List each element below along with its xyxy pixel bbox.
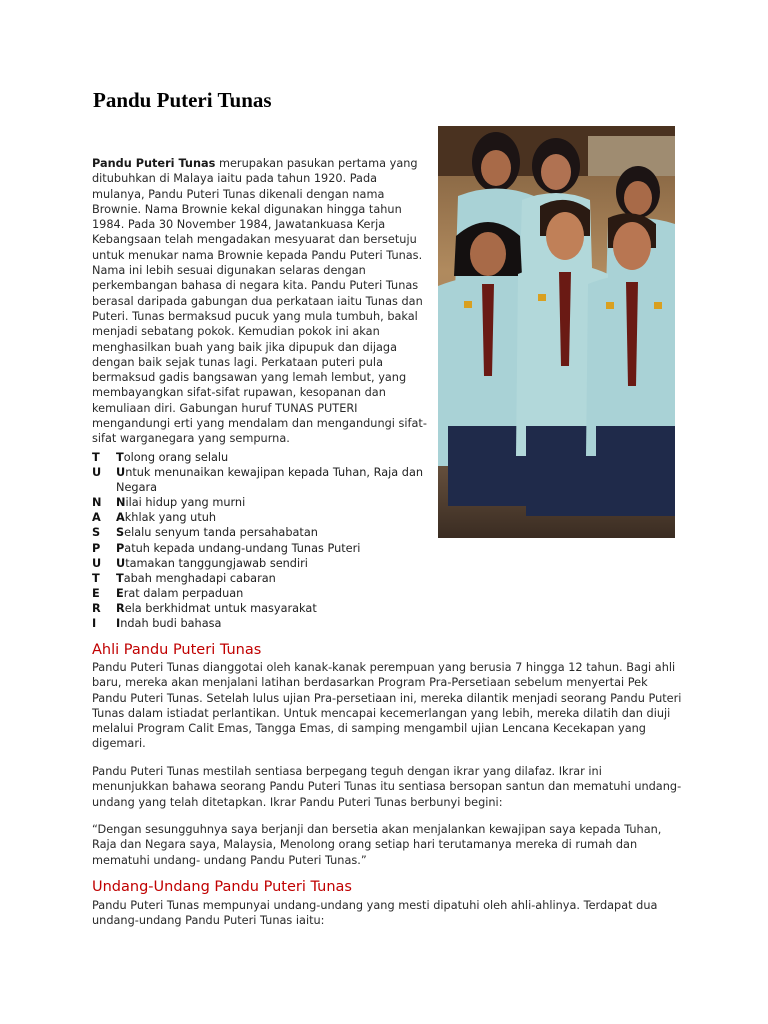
acrostic-text: olong orang selalu [123,451,229,464]
acrostic-item [92,510,437,525]
acrostic-letter: I [92,617,97,631]
acrostic-letter: U [92,466,102,480]
acrostic-letter: E [92,586,100,600]
acrostic-text: rat dalam perpaduan [123,586,244,600]
acrostic-letter: P [92,541,101,555]
group-photo [438,126,675,538]
section-heading-undang: Undang-Undang Pandu Puteri Tunas [92,879,352,895]
acrostic-first-letter: P [116,541,125,555]
acrostic-text: khlak yang utuh [124,511,217,525]
acrostic-letter: U [92,556,102,570]
ahli-paragraph-1: Pandu Puteri Tunas dianggotai oleh kanak-kanak perempuan yang berusia 7 hingga 12 tahun. Bagi ahli baru, mereka akan menjalani latihan berdasarkan Program Pra-Persetiaan sebelum menyertai Pek Pandu Puteri Tunas. Setelah lulus ujian Pra-persetiaan ini, mereka dilantik menjadi seorang Pandu Puteri Tunas dalam istiadat perlantikan. Untuk mencapai kecemerlangan yang lebih, mereka dilatih dan diuji melalui Program Calit Emas, Tangga Emas, di samping mengambil ujian Lencana Kecekapan yang digemari. [92,661,682,751]
acrostic-letter: N [92,496,102,510]
acrostic-text: abah menghadapi cabaran [123,571,276,585]
acrostic-text: tamakan tanggungjawab sendiri [125,556,308,570]
acrostic-text: ilai hidup yang murni [125,496,246,510]
acrostic-text: ela berkhidmat untuk masyarakat [124,601,317,615]
acrostic-first-letter: S [116,526,125,540]
intro-lead: Pandu Puteri Tunas [92,157,216,170]
acrostic-item [92,525,437,540]
acrostic-item [92,465,437,495]
acrostic-item [92,601,437,616]
acrostic-item [92,495,437,510]
acrostic-first-letter: R [116,601,125,615]
acrostic-letter: T [92,571,100,585]
acrostic-item [92,556,437,571]
acrostic-item [92,571,437,586]
acrostic-first-letter: T [116,451,124,464]
acrostic-letter: T [92,451,100,464]
acrostic-item [92,541,437,556]
section-heading-ahli: Ahli Pandu Puteri Tunas [92,642,262,658]
acrostic-list [92,450,437,631]
acrostic-first-letter: U [116,556,126,570]
acrostic-letter: A [92,511,101,525]
pledge-quote: “Dengan sesungguhnya saya berjanji dan bersetia akan menjalankan kewajipan saya kepada Tuhan, Raja dan Negara saya, Malaysia, Menolong orang setiap hari terutamanya mereka di rumah dan mematuhi undang- undang Pandu Puteri Tunas.” [92,823,662,867]
intro-paragraph [92,156,432,447]
ahli-paragraph-2: Pandu Puteri Tunas mestilah sentiasa berpegang teguh dengan ikrar yang dilafaz. Ikrar ini menunjukkan bahawa seorang Pandu Puteri Tunas itu sentiasa bersopan santun dan mematuhi undang-undang yang telah ditetapkan. Ikrar Pandu Puteri Tunas berbunyi begini: [92,765,682,809]
acrostic-item [92,450,437,465]
acrostic-first-letter: I [116,617,121,631]
acrostic-text: elalu senyum tanda persahabatan [124,526,318,540]
acrostic-first-letter: N [116,496,126,510]
acrostic-text: ndah budi bahasa [120,617,222,631]
acrostic-letter: S [92,526,101,540]
acrostic-text: atuh kepada undang-undang Tunas Puteri [124,541,361,555]
undang-paragraph-1: Pandu Puteri Tunas mempunyai undang-undang yang mesti dipatuhi oleh ahli-ahlinya. Terdapat dua undang-undang Pandu Puteri Tunas iaitu: [92,899,658,928]
acrostic-first-letter: T [116,571,124,585]
acrostic-first-letter: U [116,466,126,480]
acrostic-letter: R [92,601,101,615]
acrostic-item [92,586,437,601]
acrostic-first-letter: A [116,511,125,525]
acrostic-text: ntuk menunaikan kewajipan kepada Tuhan, Raja dan Negara [116,466,424,495]
acrostic-item [92,616,437,631]
page-title: Pandu Puteri Tunas [93,88,272,112]
acrostic-first-letter: E [116,586,124,600]
intro-text: merupakan pasukan pertama yang ditubuhkan di Malaya iaitu pada tahun 1920. Pada mulanya, Pandu Puteri Tunas dikenali dengan nama Brownie. Nama Brownie kekal digunakan hingga tahun 1984. Pada 30 November 1984, Jawatankuasa Kerja Kebangsaan telah mengadakan mesyuarat dan bersetuju untuk menukar nama Brownie kepada Pandu Puteri Tunas. Nama ini lebih sesuai digunakan selaras dengan perkembangan bahasa di negara kita. Pandu Puteri Tunas berasal daripada gabungan dua perkataan iaitu Tunas dan Puteri. Tunas bermaksud pucuk yang mula tumbuh, bakal menjadi sebatang pokok. Kemudian pokok ini akan menghasilkan buah yang baik jika dipupuk dan dijaga dengan baik sejak tunas lagi. Perkataan puteri pula bermaksud gadis bangsawan yang lemah lembut, yang membayangkan sifat-sifat rupawan, kesopanan dan kemuliaan diri. Gabungan huruf TUNAS PUTERI mengandungi erti yang mendalam dan mengandungi sifat-sifat warganegara yang sempurna. [92,157,427,446]
